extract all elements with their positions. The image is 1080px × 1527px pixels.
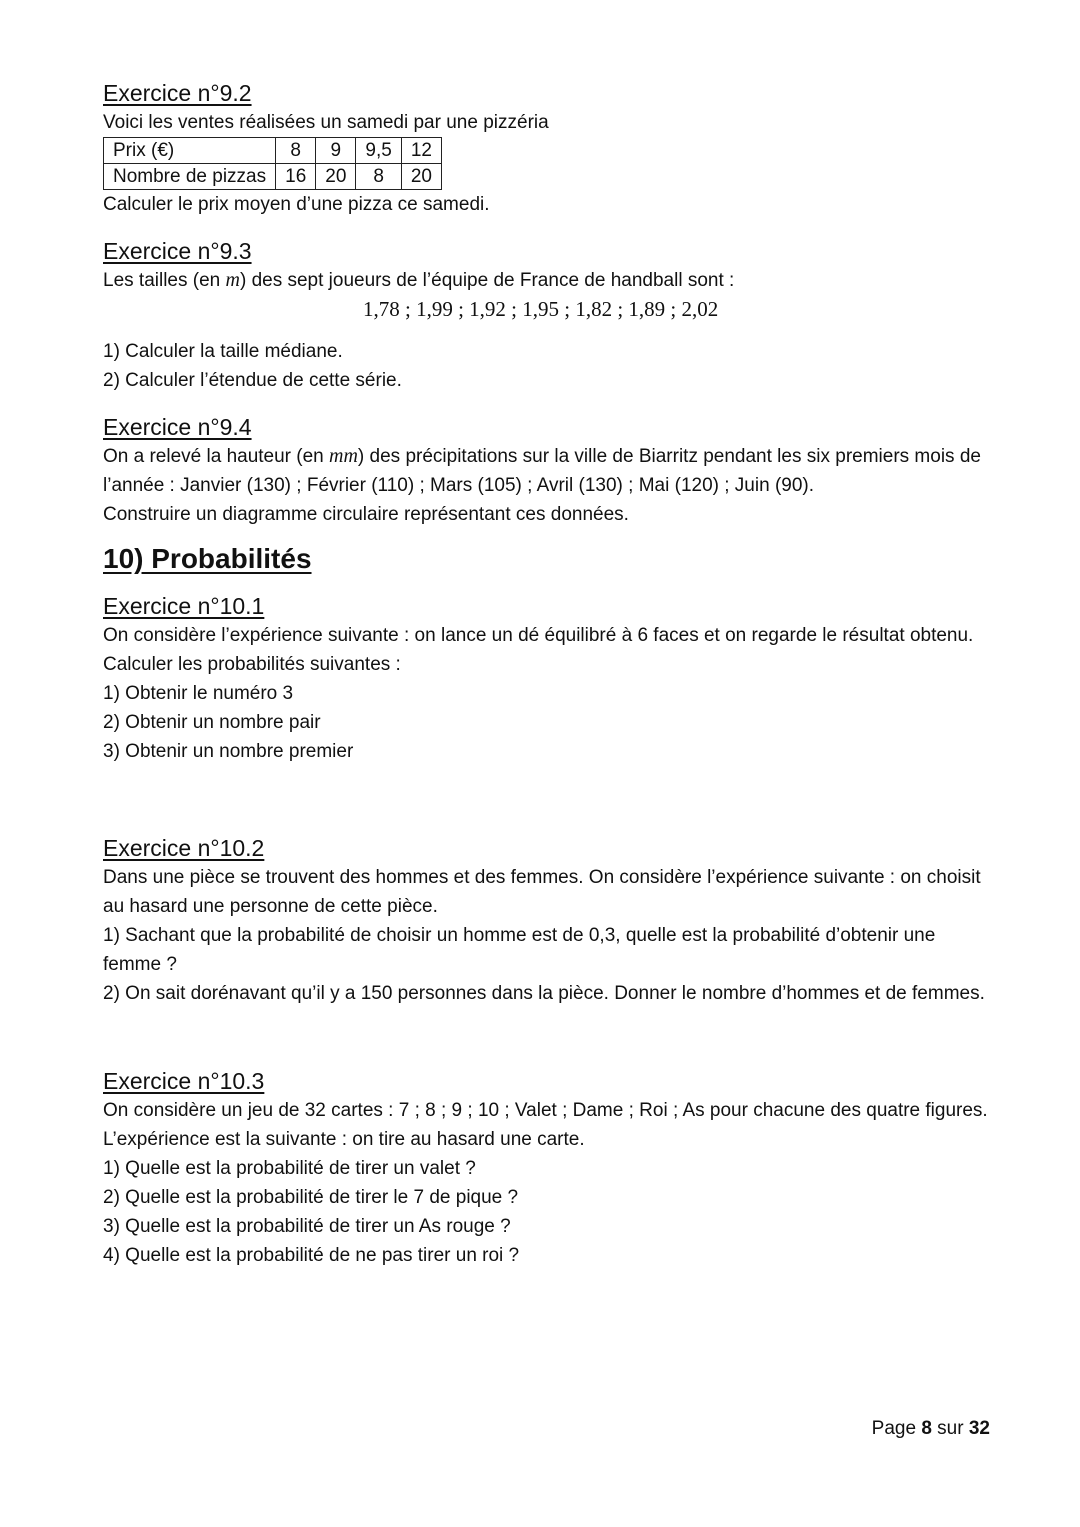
text-part: On a relevé la hauteur (en <box>103 446 330 467</box>
exercise-10-3-q1: 1) Quelle est la probabilité de tirer un valet ? <box>103 1158 476 1179</box>
exercise-9-4-text <box>103 442 993 500</box>
table-cell: 9,5 <box>356 138 401 164</box>
table-cell: 8 <box>276 138 316 164</box>
text-part: ) des précipitations sur la ville de Biarritz pendant les six premiers mois de l’année : Janvier (130) ; Février (110) ; Mars (105) ; Avril (130) ; Mai (120) ; Juin (90). <box>103 446 981 496</box>
intro-text: Les tailles (en <box>103 270 226 291</box>
exercise-10-3-intro: On considère un jeu de 32 cartes : 7 ; 8 ; 9 ; 10 ; Valet ; Dame ; Roi ; As pour chacune des quatre figures. L’expérience est la suivante : on tire au hasard une carte. <box>103 1100 988 1150</box>
exercise-9-3-title: Exercice n°9.3 <box>103 238 252 264</box>
exercise-10-1-q1: 1) Obtenir le numéro 3 <box>103 683 294 704</box>
table-cell: 9 <box>316 138 356 164</box>
current-page: 8 <box>921 1418 932 1439</box>
table-row <box>104 138 442 164</box>
table-cell: 12 <box>401 138 441 164</box>
exercise-10-1-q3: 3) Obtenir un nombre premier <box>103 741 354 762</box>
exercise-10-3-q4: 4) Quelle est la probabilité de ne pas tirer un roi ? <box>103 1245 520 1266</box>
table-cell: Nombre de pizzas <box>104 164 276 190</box>
table-cell: 20 <box>316 164 356 190</box>
page-number <box>872 1414 990 1443</box>
unit-symbol: m <box>225 269 240 291</box>
page-sur: sur <box>937 1418 964 1439</box>
table-cell: 16 <box>276 164 316 190</box>
table-row <box>104 164 442 190</box>
exercise-10-3-q3: 3) Quelle est la probabilité de tirer un As rouge ? <box>103 1216 511 1237</box>
table-cell: 20 <box>401 164 441 190</box>
exercise-10-1-intro: On considère l’expérience suivante : on lance un dé équilibré à 6 faces et on regarde le résultat obtenu. Calculer les probabilités suivantes : <box>103 625 974 675</box>
exercise-9-3-q2: 2) Calculer l’étendue de cette série. <box>103 370 402 391</box>
heights-values: 1,78 ; 1,99 ; 1,92 ; 1,95 ; 1,82 ; 1,89 ; 2,02 <box>363 297 719 321</box>
exercise-10-3-title: Exercice n°10.3 <box>103 1068 265 1094</box>
exercise-10-2-title: Exercice n°10.2 <box>103 835 265 861</box>
exercise-9-2-title: Exercice n°9.2 <box>103 80 252 106</box>
table-cell: 8 <box>356 164 401 190</box>
exercise-9-2-intro: Voici les ventes réalisées un samedi par une pizzéria <box>103 112 549 133</box>
unit-symbol: mm <box>329 445 358 467</box>
total-pages: 32 <box>968 1418 990 1439</box>
exercise-10-1-q2: 2) Obtenir un nombre pair <box>103 712 321 733</box>
exercise-10-3-q2: 2) Quelle est la probabilité de tirer le 7 de pique ? <box>103 1187 519 1208</box>
exercise-9-2-question: Calculer le prix moyen d’une pizza ce samedi. <box>103 194 490 215</box>
intro-text: ) des sept joueurs de l’équipe de France de handball sont : <box>239 270 735 291</box>
pizza-sales-table <box>103 137 442 190</box>
table-cell: Prix (€) <box>104 138 276 164</box>
exercise-9-4-question: Construire un diagramme circulaire représentant ces données. <box>103 504 629 525</box>
page-label: Page <box>871 1418 917 1439</box>
exercise-9-3-intro <box>103 266 993 295</box>
exercise-10-2-q2: 2) On sait dorénavant qu’il y a 150 personnes dans la pièce. Donner le nombre d’hommes et de femmes. <box>103 983 985 1004</box>
exercise-9-4-title: Exercice n°9.4 <box>103 414 252 440</box>
exercise-10-2-q1: 1) Sachant que la probabilité de choisir un homme est de 0,3, quelle est la probabilité d’obtenir une femme ? <box>103 925 936 975</box>
section-10-title: 10) Probabilités <box>103 543 312 574</box>
exercise-10-1-title: Exercice n°10.1 <box>103 593 265 619</box>
document-page <box>103 78 993 1270</box>
exercise-9-3-q1: 1) Calculer la taille médiane. <box>103 341 343 362</box>
exercise-10-2-intro: Dans une pièce se trouvent des hommes et des femmes. On considère l’expérience suivante : on choisit au hasard une personne de cette pièce. <box>103 867 981 917</box>
